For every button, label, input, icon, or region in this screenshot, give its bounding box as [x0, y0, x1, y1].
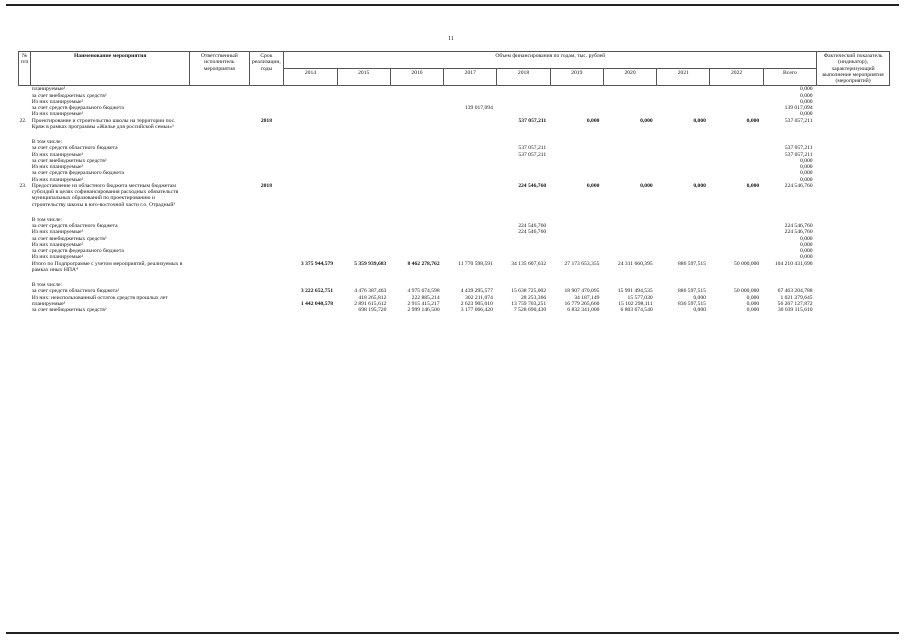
- row-name: В том числе:: [31, 216, 63, 223]
- header-year-2018: 2018: [497, 69, 550, 86]
- row-total: 67 463 204,788: [777, 288, 813, 295]
- row-value-2014: [284, 86, 337, 93]
- row-value-2018: 224 546,760: [518, 223, 547, 229]
- row-value-2021: 886 597,515: [677, 260, 706, 267]
- row-name: В том числе:: [31, 282, 63, 288]
- row-value-2017: 2 623 905,010: [460, 300, 493, 307]
- row-value-2018: 537 057,211: [518, 117, 547, 124]
- header-name: Наименование мероприятия: [31, 52, 190, 86]
- header-year-2019: 2019: [550, 69, 603, 86]
- row-value-2016: 2 999 146,500: [407, 307, 440, 313]
- row-name: В том числе:: [31, 139, 63, 145]
- row-total: 56 267 127,872: [777, 300, 813, 307]
- row-responsible: [190, 261, 249, 274]
- row-value-2015: [337, 118, 390, 131]
- row-total: 1 021 379,645: [780, 294, 813, 301]
- row-value-2017: 4 439 295,577: [460, 288, 493, 295]
- row-name: Проектирование и строительство школы на территории пос. Кряж в рамках программы «Жилье для российской семьи»³: [31, 117, 176, 130]
- row-name: за счет средств федерального бюджета: [31, 105, 124, 111]
- row-name: за счет средств федерального бюджета: [31, 248, 124, 254]
- table-row: [19, 261, 890, 274]
- header-year-2016: 2016: [390, 69, 443, 86]
- row-value-2015: [337, 183, 390, 208]
- row-total: 0,000: [800, 164, 813, 170]
- row-value-2016: 4 975 674,598: [407, 288, 440, 295]
- row-name: Итого по Подпрограмме с учетом мероприятий, реализуемых в рамках иных НПА⁴: [31, 260, 183, 273]
- row-value-2021: 0,000: [693, 182, 706, 189]
- row-value-2018: 15 638 725,002: [511, 288, 547, 295]
- row-indicator: [817, 118, 890, 131]
- row-responsible: [190, 86, 249, 93]
- row-name: за счет внебюджетных средств²: [31, 307, 107, 313]
- row-name: планируемые¹: [31, 300, 66, 307]
- row-value-2017: 3 177 066,420: [460, 307, 493, 313]
- row-name: планируемые¹: [31, 86, 66, 93]
- row-value-2014: [284, 118, 337, 131]
- row-total: 224 546,760: [784, 182, 813, 189]
- table-row: [19, 86, 890, 93]
- row-value-2018: [497, 86, 550, 93]
- row-number: [19, 261, 31, 274]
- row-value-2017: [444, 86, 497, 93]
- row-name: Из них планируемые¹: [31, 176, 84, 183]
- header-financing: Объем финансирования по годам, тыс. рублей: [284, 52, 817, 69]
- row-value-2018: 224 546,760: [518, 182, 547, 189]
- row-name: Из них планируемые¹: [31, 164, 84, 170]
- row-total: 139 017,094: [784, 105, 813, 111]
- row-value-2020: [603, 86, 656, 93]
- row-value-2020: 0,000: [640, 117, 653, 124]
- header-year-всего: Всего: [763, 69, 816, 86]
- row-value-2017: 139 017,094: [464, 105, 493, 111]
- table-row: [19, 307, 890, 313]
- row-value-2014: [284, 307, 337, 313]
- row-total: 224 546,760: [784, 229, 813, 236]
- table-row: [19, 183, 890, 208]
- row-name: Из них: неиспользованный остаток средств прошлых лет: [31, 294, 168, 301]
- row-term: 2018: [260, 117, 272, 124]
- row-name: за счет средств федерального бюджета: [31, 170, 124, 177]
- row-value-2017: 11 770 598,591: [458, 260, 493, 267]
- row-responsible: [190, 307, 249, 313]
- row-value-2015: 5 359 939,683: [354, 260, 387, 267]
- row-name: за счет внебюджетных средств²: [31, 92, 107, 99]
- row-total: 537 057,211: [784, 117, 813, 124]
- row-value-2021: 0,000: [693, 117, 706, 124]
- row-number: [19, 307, 31, 313]
- row-value-2019: 27 173 653,355: [564, 260, 600, 267]
- row-value-2015: 2 891 615,612: [354, 300, 387, 307]
- top-rule: [6, 4, 899, 6]
- row-total: 537 057,211: [784, 145, 813, 152]
- row-value-2016: [390, 183, 443, 208]
- row-value-2015: 4 476 387,463: [354, 288, 387, 295]
- row-indicator: [817, 261, 890, 274]
- row-total: 0,000: [800, 92, 813, 99]
- row-total: 224 546,760: [784, 223, 813, 229]
- row-value-2017: 302 211,074: [465, 294, 493, 301]
- row-name: за счет средств областного бюджета¹: [31, 288, 120, 295]
- row-value-2022: 50 000,000: [734, 288, 760, 295]
- row-name: за счет внебюджетных средств²: [31, 157, 107, 164]
- row-value-2014: [284, 183, 337, 208]
- header-term: Срок реализации, годы: [249, 52, 284, 86]
- row-term: [249, 86, 284, 93]
- row-total: 0,000: [800, 235, 813, 242]
- row-value-2019: 18 907 470,095: [564, 288, 600, 295]
- row-total: 0,000: [800, 86, 813, 93]
- row-value-2019: [550, 86, 603, 93]
- header-row-1: [19, 52, 890, 69]
- row-value-2015: 698 195,720: [358, 307, 387, 313]
- row-value-2017: [444, 183, 497, 208]
- header-responsible: Ответственный исполнитель мероприятия: [190, 52, 249, 86]
- row-name: Из них планируемые¹: [31, 229, 84, 236]
- row-value-2021: 836 597,515: [677, 300, 706, 307]
- row-value-2018: 224 546,760: [518, 229, 547, 236]
- row-number: 22.: [19, 117, 27, 124]
- row-value-2018: 7 528 690,430: [513, 307, 547, 313]
- row-value-2020: 15 577,030: [627, 294, 653, 301]
- row-value-2018: 537 057,211: [518, 145, 547, 152]
- row-total: 0,000: [800, 111, 813, 118]
- row-name: Из них планируемые¹: [31, 98, 84, 105]
- row-value-2021: 886 597,515: [677, 288, 706, 295]
- header-indicator: Фактический показатель (индикатор), характеризующий выполнение мероприятия (мероприятий): [817, 52, 890, 86]
- row-total: 537 057,211: [784, 151, 813, 158]
- row-name: Из них планируемые¹: [31, 254, 84, 261]
- row-value-2018: 13 759 703,251: [511, 300, 547, 307]
- row-indicator: [817, 183, 890, 208]
- spacer-row: [19, 130, 890, 139]
- row-value-2022: 50 000,000: [734, 260, 760, 267]
- row-name: Из них планируемые¹: [31, 151, 84, 158]
- row-total: 0,000: [800, 254, 813, 261]
- row-term: [249, 261, 284, 274]
- table-row: [19, 118, 890, 131]
- row-responsible: [190, 118, 249, 131]
- row-total: 104 210 431,690: [774, 260, 813, 267]
- row-value-2022: 0,000: [746, 182, 760, 189]
- row-value-2014: 3 375 944,579: [300, 260, 334, 267]
- row-value-2019: 16 779 265,660: [564, 300, 600, 307]
- row-total: 0,000: [800, 241, 813, 248]
- row-number: [19, 86, 31, 93]
- row-value-2016: 8 462 278,762: [407, 260, 440, 267]
- row-value-2016: [390, 118, 443, 131]
- header-year-2017: 2017: [444, 69, 497, 86]
- row-value-2021: 0,000: [693, 307, 706, 313]
- row-number: 23.: [19, 182, 27, 189]
- financing-table: [18, 51, 890, 313]
- row-total: 0,000: [800, 98, 813, 105]
- header-no: № п/п: [19, 52, 31, 86]
- header-year-2015: 2015: [337, 69, 390, 86]
- row-name: Из них планируемые¹: [31, 241, 84, 248]
- row-value-2017: [444, 118, 497, 131]
- row-value-2019: 34 187,149: [574, 294, 600, 301]
- row-value-2015: [337, 86, 390, 93]
- row-value-2020: 15 991 494,535: [617, 288, 653, 295]
- row-value-2019: 0,000: [586, 182, 600, 189]
- row-term: 2018: [260, 182, 272, 189]
- header-year-2014: 2014: [284, 69, 337, 86]
- row-total: 0,000: [800, 170, 813, 177]
- row-name: Предоставление из областного бюджета местным бюджетам субсидий в целях софинансирования расходных обязательств муниципальных образований по проектированию и строительству школы в юго-восточной части г.о. Отрадный³: [31, 182, 179, 208]
- row-name: за счет средств областного бюджета: [31, 145, 118, 152]
- header-year-2022: 2022: [710, 69, 763, 86]
- row-value-2021: 0,000: [693, 294, 706, 301]
- row-total: 30 039 115,610: [777, 307, 813, 313]
- row-value-2016: 222 885,214: [411, 294, 440, 301]
- row-value-2019: 6 832 341,000: [567, 307, 600, 313]
- row-value-2016: [390, 86, 443, 93]
- row-total: 0,000: [800, 176, 813, 183]
- row-responsible: [190, 183, 249, 208]
- row-total: 0,000: [800, 248, 813, 254]
- header-year-2020: 2020: [603, 69, 656, 86]
- row-value-2022: 0,000: [746, 117, 760, 124]
- row-name: за счет средств областного бюджета: [31, 223, 118, 229]
- row-value-2020: 0,000: [640, 182, 653, 189]
- row-indicator: [817, 86, 890, 93]
- bottom-rule: [6, 632, 899, 634]
- row-value-2022: 0,000: [746, 294, 760, 301]
- row-value-2020: 15 102 298,111: [618, 300, 653, 307]
- row-value-2021: [657, 86, 710, 93]
- row-value-2022: 0,000: [746, 307, 760, 313]
- header-year-2021: 2021: [657, 69, 710, 86]
- row-value-2016: 2 915 415,217: [407, 300, 440, 307]
- row-name: Из них планируемые¹: [31, 111, 84, 118]
- table-body: [19, 86, 890, 314]
- row-value-2022: 0,000: [746, 300, 760, 307]
- row-indicator: [817, 307, 890, 313]
- row-value-2022: [710, 86, 763, 93]
- row-total: 0,000: [800, 157, 813, 164]
- row-name: за счет внебюджетных средств²: [31, 235, 107, 242]
- spacer-row: [19, 273, 890, 282]
- row-value-2018: 28 253,366: [520, 294, 547, 301]
- row-value-2014: 1 442 040,578: [300, 300, 334, 307]
- row-value-2019: 0,000: [586, 117, 600, 124]
- page-number: 11: [448, 36, 454, 42]
- row-value-2014: 3 222 652,751: [300, 288, 334, 295]
- row-value-2018: 34 135 607,632: [511, 260, 547, 267]
- row-value-2020: 6 803 674,540: [620, 307, 653, 313]
- spacer-row: [19, 208, 890, 217]
- row-value-2015: 418 265,812: [358, 294, 387, 301]
- row-value-2020: 24 311 660,395: [617, 260, 653, 267]
- row-term: [249, 307, 284, 313]
- row-value-2018: 537 057,211: [518, 151, 547, 158]
